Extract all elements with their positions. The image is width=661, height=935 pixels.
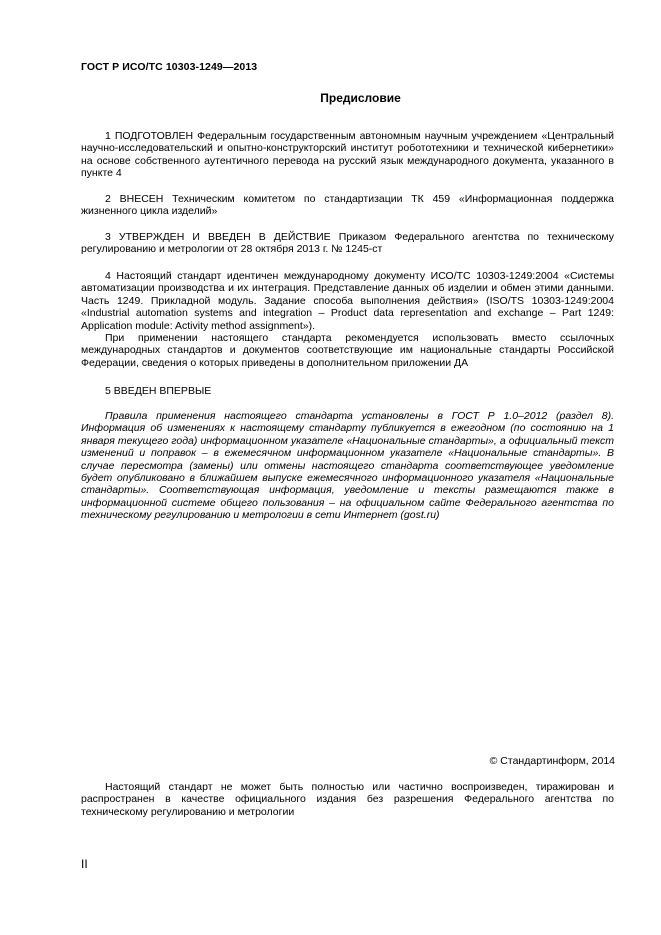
document-code: ГОСТ Р ИСО/ТС 10303-1249—2013 <box>81 61 258 73</box>
rules-notice-text: Правила применения настоящего стандарта установлены в ГОСТ Р 1.0–2012 (раздел 8). Информация об изменениях к настоящему стандарту публикуется в ежегодном (по состоянию на 1 января текущего года) информационном указателе «Национальные стандарты», а официальный текст изменений и поправок – в ежемесячном информационном указателе «Национальные стандарты». В случае пересмотра (замены) или отмены настоящего стандарта соответствующее уведомление будет опубликовано в ближайшем выпуске ежемесячного информационного указателя «Национальные стандарты». Соответствующая информация, уведомление и тексты размещаются также в информационной системе общего пользования – на официальном сайте Федерального агентства по техническому регулированию и метрологии в сети Интернет (gost.ru) <box>81 410 614 522</box>
page-title <box>0 91 661 105</box>
item-1-prepared <box>81 130 614 180</box>
item-5-first-introduced <box>81 385 614 397</box>
item-4-note: При применении настоящего стандарта рекомендуется использовать вместо ссылочных международных стандартов и документов соответствующие им национальные стандарты Российской Федерации, сведения о которых приведены в дополнительном приложении ДА <box>81 332 614 369</box>
page-number: II <box>81 857 88 871</box>
page-title-text: Предисловие <box>320 91 401 105</box>
item-2-introduced <box>81 193 614 218</box>
item-3-text: 3 УТВЕРЖДЕН И ВВЕДЕН В ДЕЙСТВИЕ Приказом Федерального агентства по техническому регулированию и метрологии от 28 октября 2013 г. № 1245-ст <box>81 231 614 256</box>
item-2-text: 2 ВНЕСЕН Техническим комитетом по стандартизации ТК 459 «Информационная поддержка жизненного цикла изделий» <box>81 193 614 218</box>
reproduction-notice <box>81 781 614 818</box>
copyright: © Стандартинформ, 2014 <box>489 755 615 767</box>
rules-notice <box>81 410 614 522</box>
item-4-text: 4 Настоящий стандарт идентичен международному документу ИСО/ТС 10303-1249:2004 «Системы автоматизации производства и их интеграция. Представление данных об изделии и обмен этими данными. Часть 1249. Прикладной модуль. Задание способа выполнения действия» (ISO/TS 10303-1249:2004 «Industrial automation systems and integration – Product data representation and exchange – Part 1249: Application module: Activity method assignment»). <box>81 270 614 332</box>
reproduction-notice-text: Настоящий стандарт не может быть полностью или частично воспроизведен, тиражирован и распространен в качестве официального издания без разрешения Федерального агентства по техническому регулированию и метрологии <box>81 781 614 818</box>
item-3-approved <box>81 231 614 256</box>
item-4-identical <box>81 270 614 369</box>
item-1-text: 1 ПОДГОТОВЛЕН Федеральным государственным автономным научным учреждением «Центральный научно-исследовательский и опытно-конструкторский институт робототехники и технической кибернетики» на основе собственного аутентичного перевода на русский язык международного документа, указанного в пункте 4 <box>81 130 614 180</box>
item-5-text: 5 ВВЕДЕН ВПЕРВЫЕ <box>105 385 212 397</box>
